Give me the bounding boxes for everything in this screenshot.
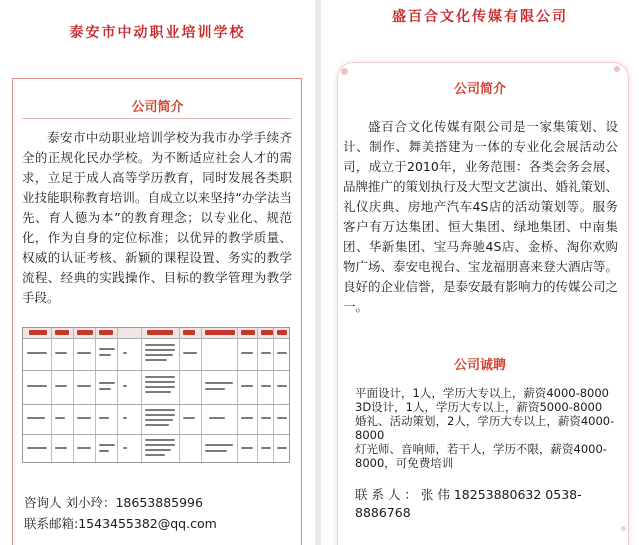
- company-contact: 联 系 人 ： 张 伟 18253880632 0538-8886768: [355, 487, 582, 520]
- school-contact-email: 联系邮箱:1543455382@qq.com: [24, 516, 217, 531]
- table-row: [23, 404, 289, 435]
- left-section-title: 公司简介: [131, 100, 184, 115]
- job-item: 平面设计，1人，学历大专以上，薪资4000-8000: [355, 386, 609, 400]
- left-section-divider: [22, 118, 292, 119]
- school-contact-person: 咨询人 刘小玲：18653885996: [24, 495, 203, 510]
- job-item: 婚礼、活动策划，2人，学历大专以上，薪资4000-8000: [355, 414, 615, 442]
- decor-dot: [614, 66, 620, 72]
- job-list: [355, 386, 625, 470]
- decor-dot: [341, 68, 348, 75]
- right-section-title: 公司简介: [453, 82, 506, 97]
- table-row: [23, 370, 289, 405]
- company-intro-text: 盛百合文化传媒有限公司是一家集策划、设计、制作、舞美搭建为一体的专业化会展活动公司，成立于2010年，业务范围：各类会务会展、品牌推广的策划执行及大型文艺演出、婚礼策划、礼仪庆典、房地产汽车4S店的活动策划等。服务客户有万达集团、恒大集团、绿地集团、中南集团、华新集团、宝马奔驰4S店、金桥、淘你欢购物广场、泰安电视台、宝龙福朋喜来登大酒店等。良好的企业信誉，是泰安最有影响力的传媒公司之一。: [343, 119, 619, 314]
- company-title: 盛百合文化传媒有限公司: [392, 9, 568, 25]
- job-item: 灯光师、音响师，若干人，学历不限，薪资4000-8000，可免费培训: [355, 442, 607, 470]
- table-row: [23, 338, 289, 371]
- course-table-image: [22, 327, 290, 463]
- decor-dot: [621, 526, 626, 531]
- right-poster: [321, 0, 639, 545]
- job-item: 3D设计，1人，学历大专以上，薪资5000-8000: [355, 400, 603, 414]
- table-row: [23, 434, 289, 463]
- school-title: 泰安市中动职业培训学校: [69, 25, 246, 41]
- school-intro-text: 泰安市中动职业培训学校为我市办学手续齐全的正规化民办学校。为不断适应社会人才的需求，立足于成人高等学历教育，同时发展各类职业技能职称教育培训。自成立以来坚持“办学法当先、育人德为本”的教育理念；以专业化、规范化，作为自身的定位标准；以优异的教学质量、权威的认证考核、新颖的课程设置、务实的教学流程、经典的实践操作、目标的教学管理为教学手段。: [22, 130, 292, 305]
- recruit-title: 公司诚聘: [453, 358, 506, 373]
- left-poster: [0, 0, 315, 545]
